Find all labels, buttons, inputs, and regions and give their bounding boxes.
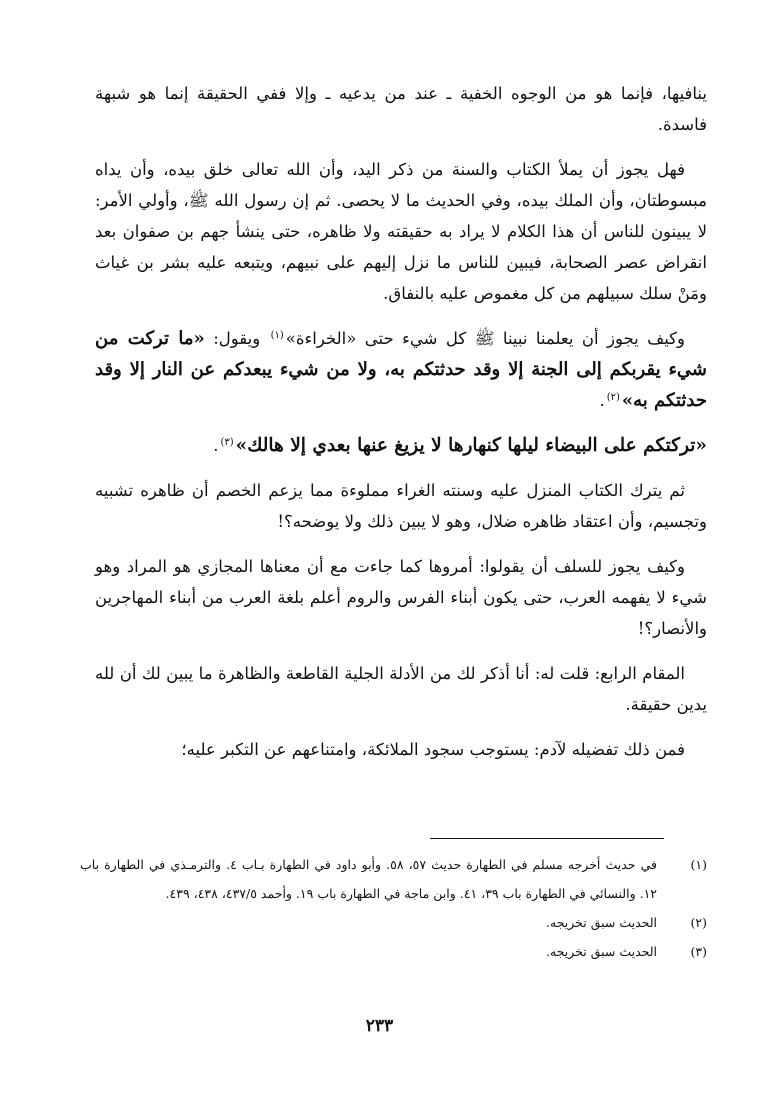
paragraph-3-says: ويقول: (204, 329, 269, 348)
paragraph-4 (95, 430, 707, 461)
footnote-text: الحديث سبق تخريجه. (546, 944, 657, 959)
paragraph-4-end: . (213, 436, 219, 455)
footnote-divider (430, 838, 664, 839)
footnote-2 (80, 908, 707, 937)
footnotes (80, 850, 707, 966)
footnote-text: في حديث أخرجه مسلم في الطهارة حديث ٥٧، ٥٨. وأبو داود في الطهارة بـاب ٤. والترمـذي في الطهارة باب ١٢. والنسائي في الطهارة باب ٣٩، ٤١. وابن ماجة في الطهارة باب ١٩. وأحمد ٤٣٧/٥، ٤٣٨، ٤٣٩. (80, 857, 657, 901)
footnote-text: الحديث سبق تخريجه. (546, 915, 657, 930)
footnote-ref-3: (٣) (220, 436, 234, 448)
paragraph-7: المقام الرابع: قلت له: أنا أذكر لك من الأدلة الجلية القاطعة والظاهرة ما يبين لك أن لله يدين حقيقة. (95, 664, 707, 714)
page-number: ٢٣٣ (365, 1016, 394, 1036)
hadith-quote-1: «ما تركت من شيء يقربكم إلى الجنة إلا وقد حدثتكم به، ولا من شيء يبعدكم عن النار إلا وقد حدثتكم به» (95, 328, 707, 411)
paragraph-8: فمن ذلك تفضيله لآدم: يستوجب سجود الملائكة، وامتناعهم عن التكبر عليه؛ (181, 740, 685, 759)
paragraph-2: فهل يجوز أن يملأ الكتاب والسنة من ذكر اليد، وأن الله تعالى خلق بيده، وأن يداه مبسوطتان، وأن الملك بيده، وفي الحديث ما لا يحصى. ثم إن رسول الله ﷺ، وأولي الأمر: لا يبينون للناس أن هذا الكلام لا يراد به حقيقته ولا ظاهره، حتى ينشأ جهم بن صفوان بعد انقراض عصر الصحابة، فيبين للناس ما نزل إليهم على نبيهم، ويتبعه عليه بشر بن غياث ومَنْ سلك سبيلهم من كل مغموص عليه بالنفاق. (95, 160, 707, 303)
main-text (95, 78, 707, 779)
footnote-ref-1: (١) (270, 329, 284, 341)
paragraph-5: ثم يترك الكتاب المنزل عليه وسنته الغراء مملوءة مما يزعم الخصم أن ظاهره تشبيه وتجسيم، وأن اعتقاد ظاهره ضلال، وهو لا يبين ذلك ولا يوضحه؟! (95, 481, 707, 531)
footnote-number: (٣) (690, 944, 707, 959)
footnote-number: (١) (690, 857, 707, 872)
paragraph-1: ينافيها، فإنما هو من الوجوه الخفية ـ عند من يدعيه ـ وإلا ففي الحقيقة إنما هو شبهة فاسدة. (95, 84, 707, 134)
paragraph-3 (95, 323, 707, 416)
paragraph-3-end: . (599, 391, 605, 410)
hadith-quote-2: «تركتكم على البيضاء ليلها كنهارها لا يزيغ عنها بعدي إلا هالك» (235, 435, 707, 456)
footnote-number: (٢) (690, 915, 707, 930)
footnote-3 (80, 937, 707, 966)
paragraph-3-intro: وكيف يجوز أن يعلمنا نبينا ﷺ كل شيء حتى «الخراءة» (285, 329, 686, 348)
footnote-1 (80, 850, 707, 908)
paragraph-6: وكيف يجوز للسلف أن يقولوا: أمروها كما جاءت مع أن معناها المجازي هو المراد وهو شيء لا يفهمه العرب، حتى يكون أبناء الفرس والروم أعلم بلغة العرب من أبناء المهاجرين والأنصار؟! (95, 557, 707, 638)
footnote-ref-2: (٢) (606, 391, 620, 403)
